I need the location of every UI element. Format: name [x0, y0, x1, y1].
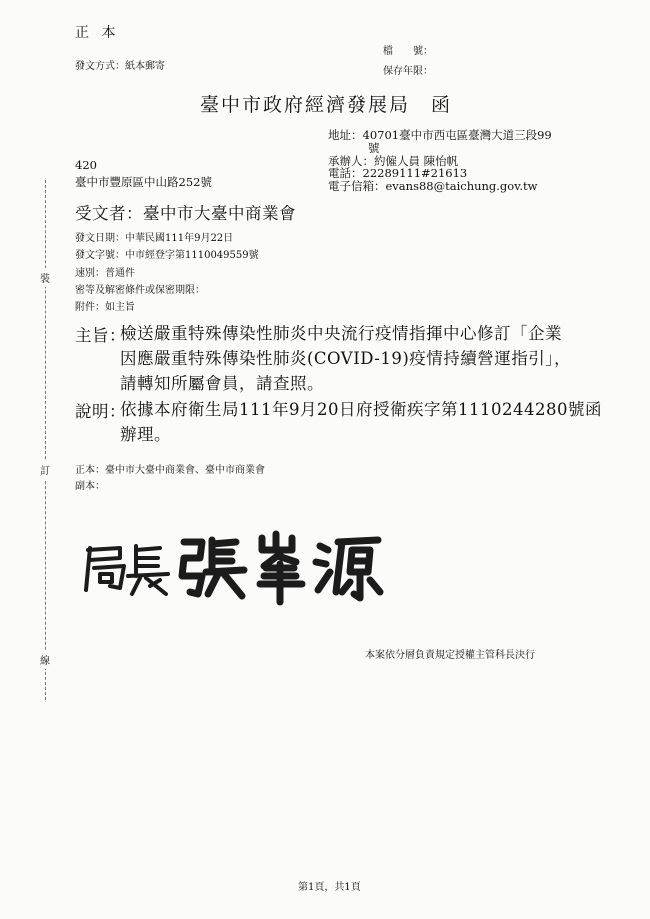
subject-line-1: 檢送嚴重特殊傳染性肺炎中央流行疫情指揮中心修訂「企業	[120, 324, 562, 343]
explanation-label: 說明：	[75, 402, 126, 421]
page-number: 第1頁，共1頁	[298, 882, 361, 893]
document-title: 臺中市政府經濟發展局 函	[200, 94, 453, 116]
binding-line	[45, 180, 46, 700]
sender-address-cont: 號	[368, 141, 380, 155]
explanation-line-2: 辦理。	[120, 425, 171, 444]
speed-class: 速別：普通件	[75, 268, 135, 279]
distribution-original: 正本：臺中市大臺中商業會、臺中市商業會	[75, 465, 265, 476]
subject-line-3: 請轉知所屬會員，請查照。	[120, 374, 324, 393]
subject-line-2: 因應嚴重特殊傳染性肺炎(COVID-19)疫情持續營運指引」，	[120, 349, 572, 368]
dispatch-method: 發文方式：紙本郵寄	[75, 61, 165, 72]
sender-email: 電子信箱：evans88@taichung.gov.tw	[328, 179, 538, 193]
recipient-postal-code: 420	[75, 158, 97, 172]
security-level: 密等及解密條件或保密期限：	[75, 285, 205, 296]
binding-mark-line: 線	[40, 650, 50, 669]
attachment: 附件：如主旨	[75, 302, 135, 313]
sender-address: 地址：40701臺中市西屯區臺灣大道三段99	[328, 128, 552, 142]
recipient-street: 臺中市豐原區中山路252號	[75, 175, 212, 189]
dispatch-date: 發文日期：中華民國111年9月22日	[75, 233, 234, 244]
authorization-note: 本案依分層負責規定授權主管科長決行	[365, 650, 535, 661]
distribution-copy: 副本：	[75, 481, 105, 492]
copy-type: 正 本	[75, 25, 120, 41]
sender-contact: 承辦人：約僱人員 陳怡帆	[328, 154, 459, 168]
director-signature	[80, 528, 400, 608]
file-number-label: 檔 號：	[383, 46, 433, 57]
recipient: 受文者：臺中市大臺中商業會	[75, 204, 296, 223]
subject-label: 主旨：	[75, 326, 126, 345]
document-number: 發文字號：中市經登字第1110049559號	[75, 250, 259, 261]
retention-label: 保存年限：	[383, 66, 433, 77]
explanation-line-1: 依據本府衛生局111年9月20日府授衛疾字第1110244280號函	[120, 400, 602, 419]
binding-mark-bind: 裝	[40, 268, 50, 287]
sender-phone: 電話：22289111#21613	[328, 166, 468, 180]
binding-mark-staple: 訂	[40, 460, 50, 479]
signature-brush-strokes	[80, 528, 400, 608]
